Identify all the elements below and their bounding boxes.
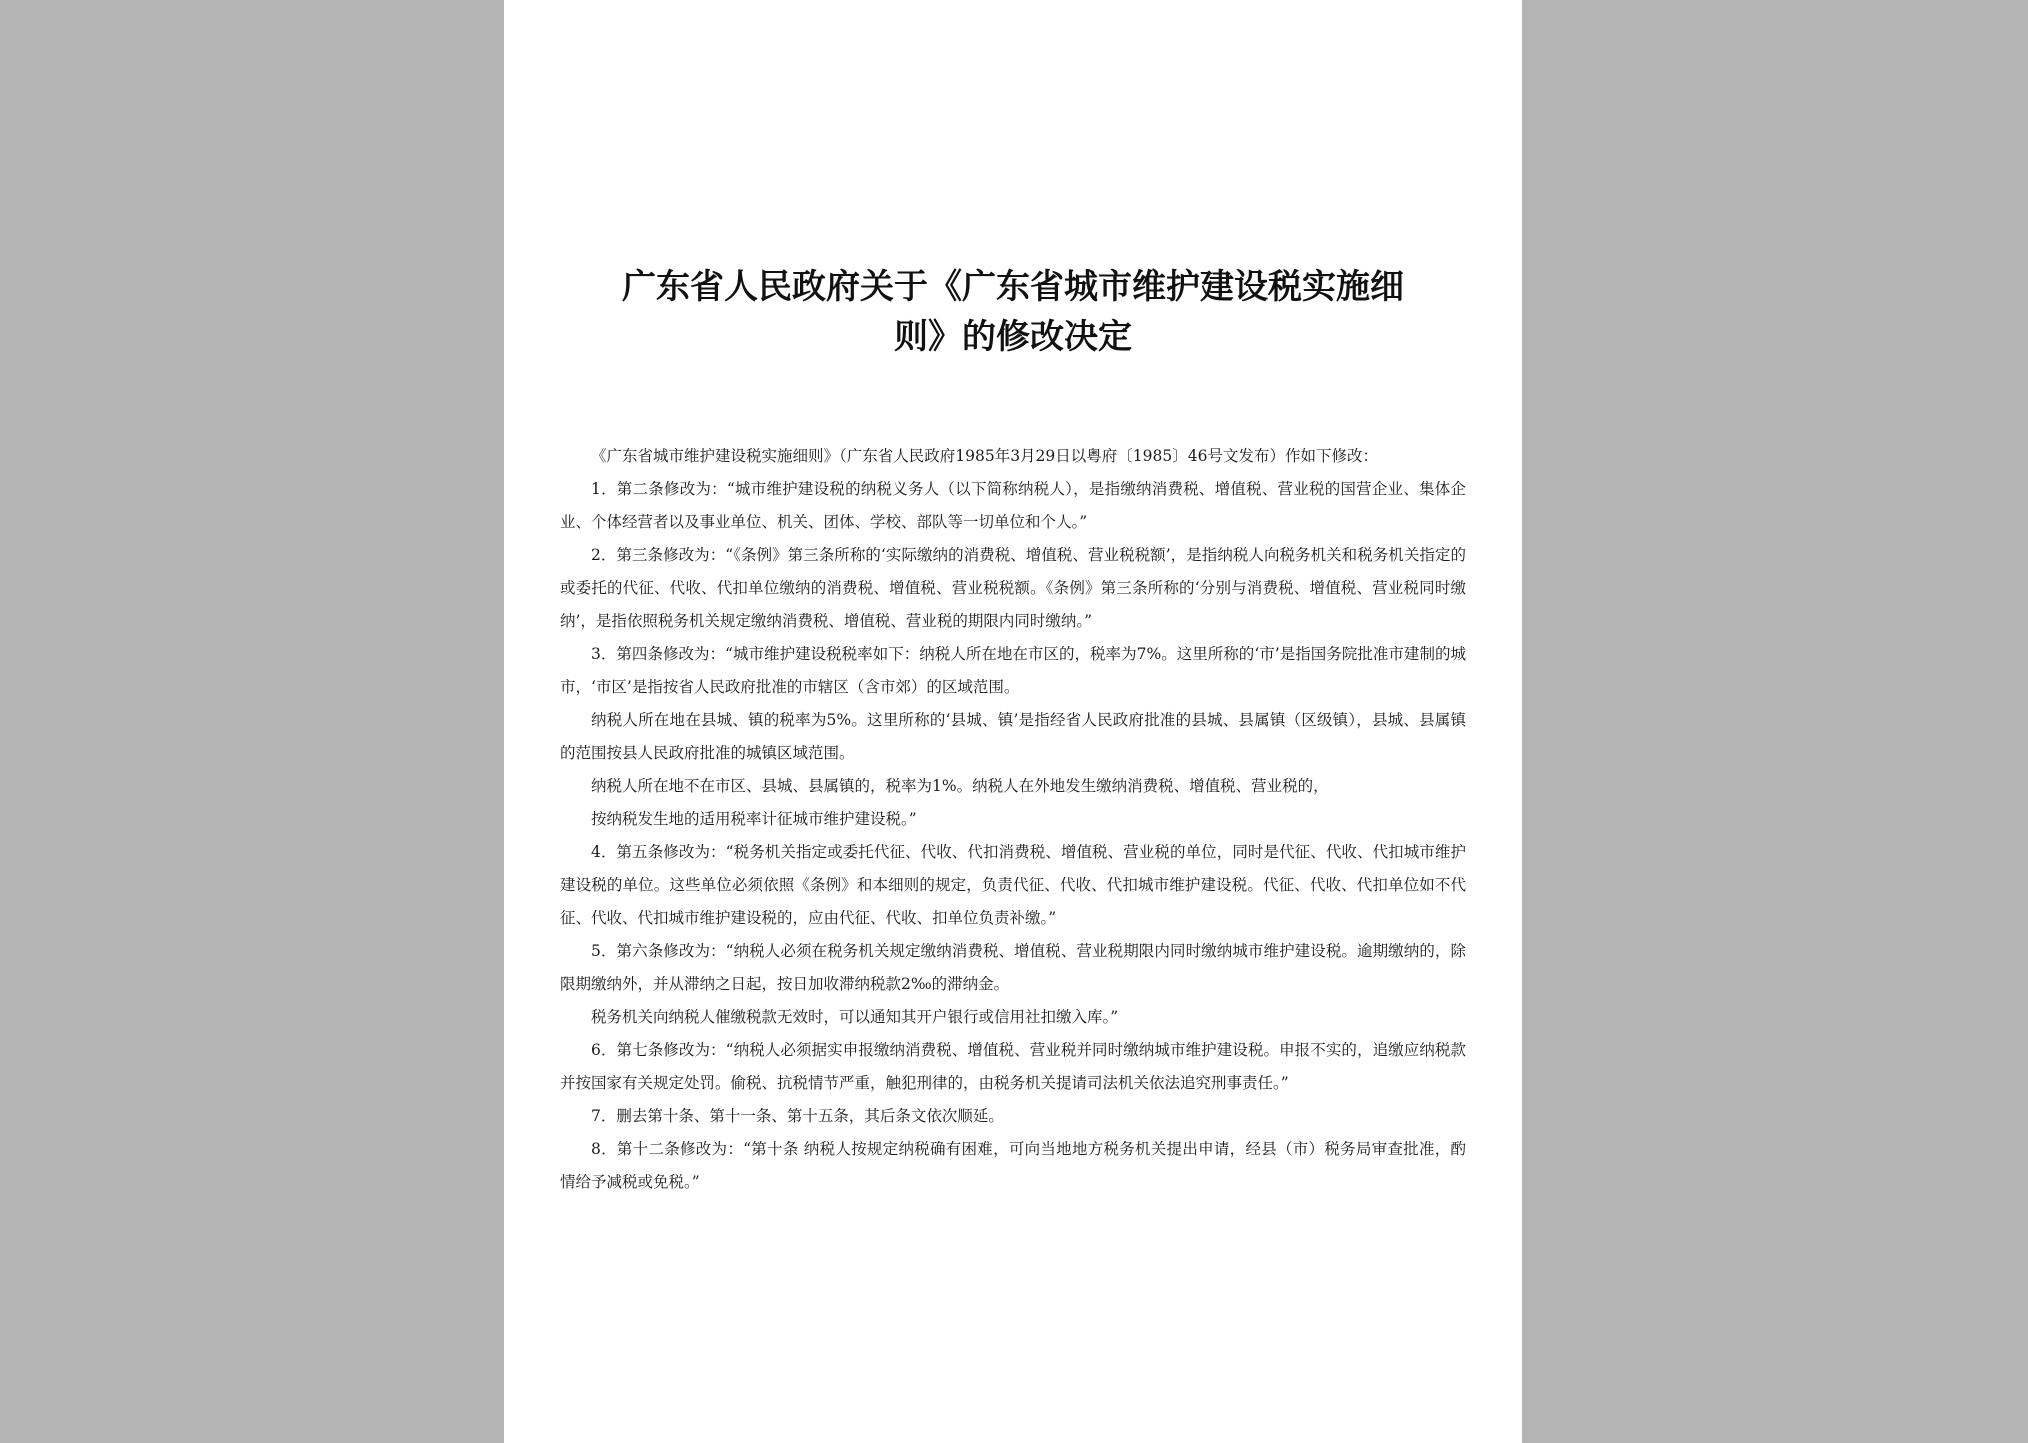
paragraph-item-7: 7．删去第十条、第十一条、第十五条，其后条文依次顺延。 [591, 1107, 1004, 1125]
document-page [504, 0, 1522, 1443]
paragraph-item-5-cont: 税务机关向纳税人催缴税款无效时，可以通知其开户银行或信用社扣缴入库。” [591, 1008, 1119, 1026]
document-body [560, 440, 1466, 1199]
title-line-2: 则》的修改决定 [894, 317, 1132, 357]
paragraph-item-3: 3．第四条修改为：“城市维护建设税税率如下：纳税人所在地在市区的，税率为7%。这里所称的‘市’是指国务院批准市建制的城市，‘市区’是指按省人民政府批准的市辖区（含市郊）的区域范围。 [560, 645, 1466, 696]
paragraph-item-4: 4．第五条修改为：“税务机关指定或委托代征、代收、代扣消费税、增值税、营业税的单位，同时是代征、代收、代扣城市维护建设税的单位。这些单位必须依照《条例》和本细则的规定，负责代征、代收、代扣城市维护建设税。代征、代收、代扣单位如不代征、代收、代扣城市维护建设税的，应由代征、代收、扣单位负责补缴。” [560, 843, 1466, 927]
paragraph-intro: 《广东省城市维护建设税实施细则》（广东省人民政府1985年3月29日以粤府〔1985〕46号文发布）作如下修改： [591, 447, 1378, 465]
paragraph-item-2: 2．第三条修改为：“《条例》第三条所称的‘实际缴纳的消费税、增值税、营业税税额’，是指纳税人向税务机关和税务机关指定的或委托的代征、代收、代扣单位缴纳的消费税、增值税、营业税税额。《条例》第三条所称的‘分别与消费税、增值税、营业税同时缴纳’，是指依照税务机关规定缴纳消费税、增值税、营业税的期限内同时缴纳。” [560, 546, 1466, 630]
paragraph-item-8: 8．第十二条修改为：“第十条 纳税人按规定纳税确有困难，可向当地地方税务机关提出申请，经县（市）税务局审查批准，酌情给予减税或免税。” [560, 1140, 1466, 1191]
paragraph-item-5: 5．第六条修改为：“纳税人必须在税务机关规定缴纳消费税、增值税、营业税期限内同时缴纳城市维护建设税。逾期缴纳的，除限期缴纳外，并从滞纳之日起，按日加收滞纳税款2‰的滞纳金。 [560, 942, 1466, 993]
paragraph-item-1: 1．第二条修改为：“城市维护建设税的纳税义务人（以下简称纳税人），是指缴纳消费税、增值税、营业税的国营企业、集体企业、个体经营者以及事业单位、机关、团体、学校、部队等一切单位和个人。” [560, 480, 1466, 531]
paragraph-item-3-other: 纳税人所在地不在市区、县城、县属镇的，税率为1%。纳税人在外地发生缴纳消费税、增值税、营业税的， [591, 777, 1329, 795]
title-line-1: 广东省人民政府关于《广东省城市维护建设税实施细 [622, 267, 1404, 307]
paragraph-item-6: 6．第七条修改为：“纳税人必须据实申报缴纳消费税、增值税、营业税并同时缴纳城市维护建设税。申报不实的，追缴应纳税款并按国家有关规定处罚。偷税、抗税情节严重，触犯刑律的，由税务机关提请司法机关依法追究刑事责任。” [560, 1041, 1466, 1092]
paragraph-item-3-county: 纳税人所在地在县城、镇的税率为5%。这里所称的‘县城、镇’是指经省人民政府批准的县城、县属镇（区级镇），县城、县属镇的范围按县人民政府批准的城镇区域范围。 [560, 711, 1466, 762]
paragraph-item-3-other-cont: 按纳税发生地的适用税率计征城市维护建设税。” [591, 810, 917, 828]
document-title [504, 262, 1522, 362]
